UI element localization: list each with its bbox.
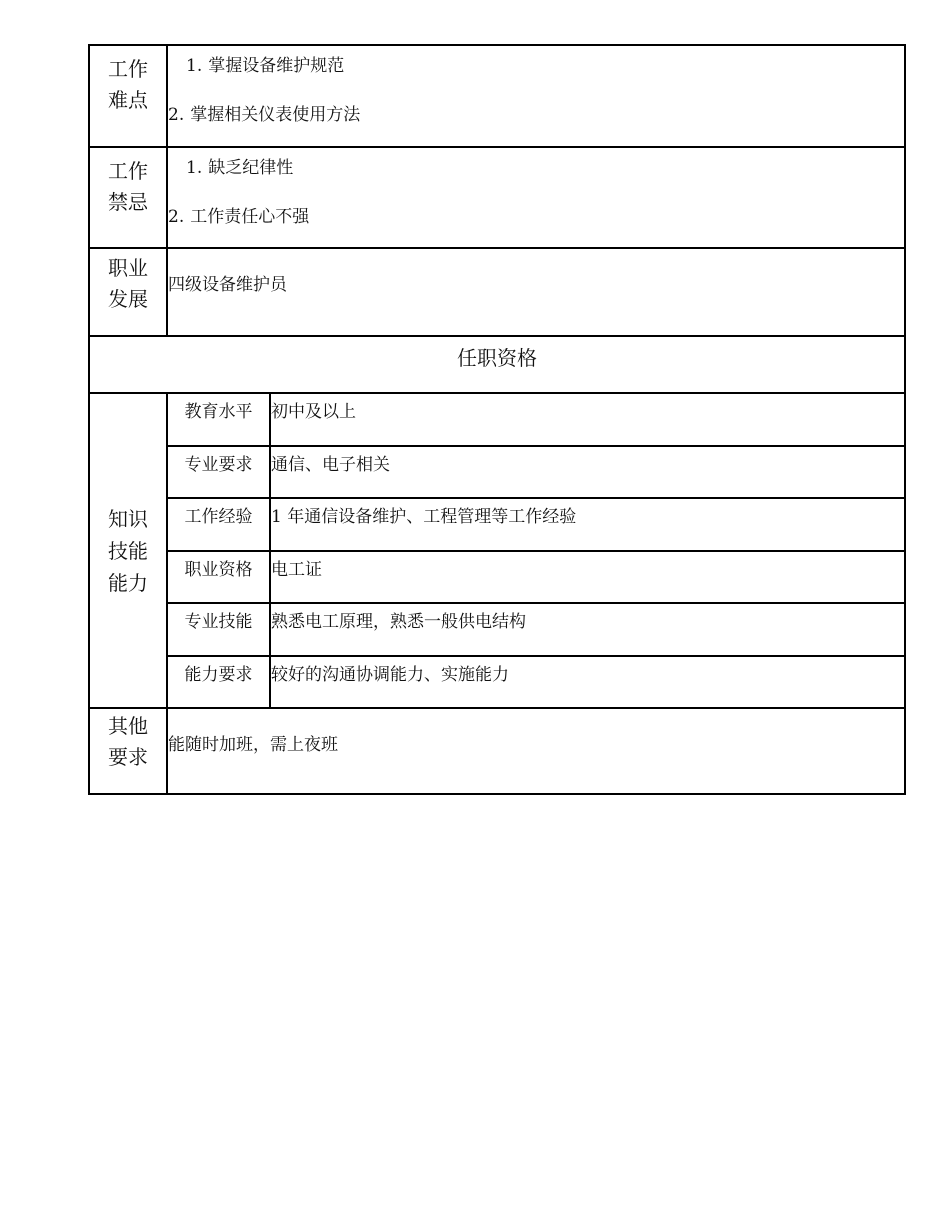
- major-requirement-label: 专业要求: [168, 447, 271, 499]
- professional-certificate-value: 电工证: [271, 552, 906, 604]
- other-requirements-label-line2: 要求: [108, 745, 148, 769]
- list-item: 2. 掌握相关仪表使用方法: [168, 105, 361, 125]
- career-development-content: [168, 249, 906, 337]
- work-taboos-label-line1: 工作: [108, 159, 148, 183]
- other-requirements-content: [168, 709, 906, 795]
- list-item: 1. 缺乏纪律性: [186, 158, 294, 178]
- education-level-value: 初中及以上: [271, 394, 906, 447]
- career-development-value: 四级设备维护员: [168, 275, 287, 295]
- work-taboos-content: [168, 148, 906, 249]
- knowledge-skills-label: [90, 394, 168, 709]
- work-taboos-label-line2: 禁忌: [108, 190, 148, 214]
- list-item: 2. 工作责任心不强: [168, 207, 310, 227]
- work-difficulties-label-line2: 难点: [108, 88, 148, 112]
- education-level-label: 教育水平: [168, 394, 271, 447]
- career-development-label-line1: 职业: [108, 256, 148, 280]
- job-description-table: [88, 44, 906, 795]
- professional-skills-label: 专业技能: [168, 604, 271, 657]
- work-taboos-label: [90, 148, 168, 249]
- other-requirements-label: [90, 709, 168, 795]
- work-experience-value: 1 年通信设备维护、工程管理等工作经验: [271, 499, 906, 552]
- career-development-label: [90, 249, 168, 337]
- qualifications-heading: 任职资格: [90, 337, 906, 394]
- other-requirements-value: 能随时加班，需上夜班: [168, 735, 338, 755]
- knowledge-skills-label-line1: 知识: [108, 506, 148, 531]
- ability-requirement-value: 较好的沟通协调能力、实施能力: [271, 657, 906, 709]
- professional-skills-value: 熟悉电工原理，熟悉一般供电结构: [271, 604, 906, 657]
- career-development-label-line2: 发展: [108, 287, 148, 311]
- list-item: 1. 掌握设备维护规范: [186, 56, 345, 76]
- major-requirement-value: 通信、电子相关: [271, 447, 906, 499]
- other-requirements-label-line1: 其他: [108, 714, 148, 738]
- knowledge-skills-label-line3: 能力: [108, 570, 148, 595]
- ability-requirement-label: 能力要求: [168, 657, 271, 709]
- knowledge-skills-label-line2: 技能: [108, 538, 148, 563]
- work-difficulties-content: [168, 46, 906, 148]
- professional-certificate-label: 职业资格: [168, 552, 271, 604]
- work-difficulties-label-line1: 工作: [108, 57, 148, 81]
- work-experience-label: 工作经验: [168, 499, 271, 552]
- work-difficulties-label: [90, 46, 168, 148]
